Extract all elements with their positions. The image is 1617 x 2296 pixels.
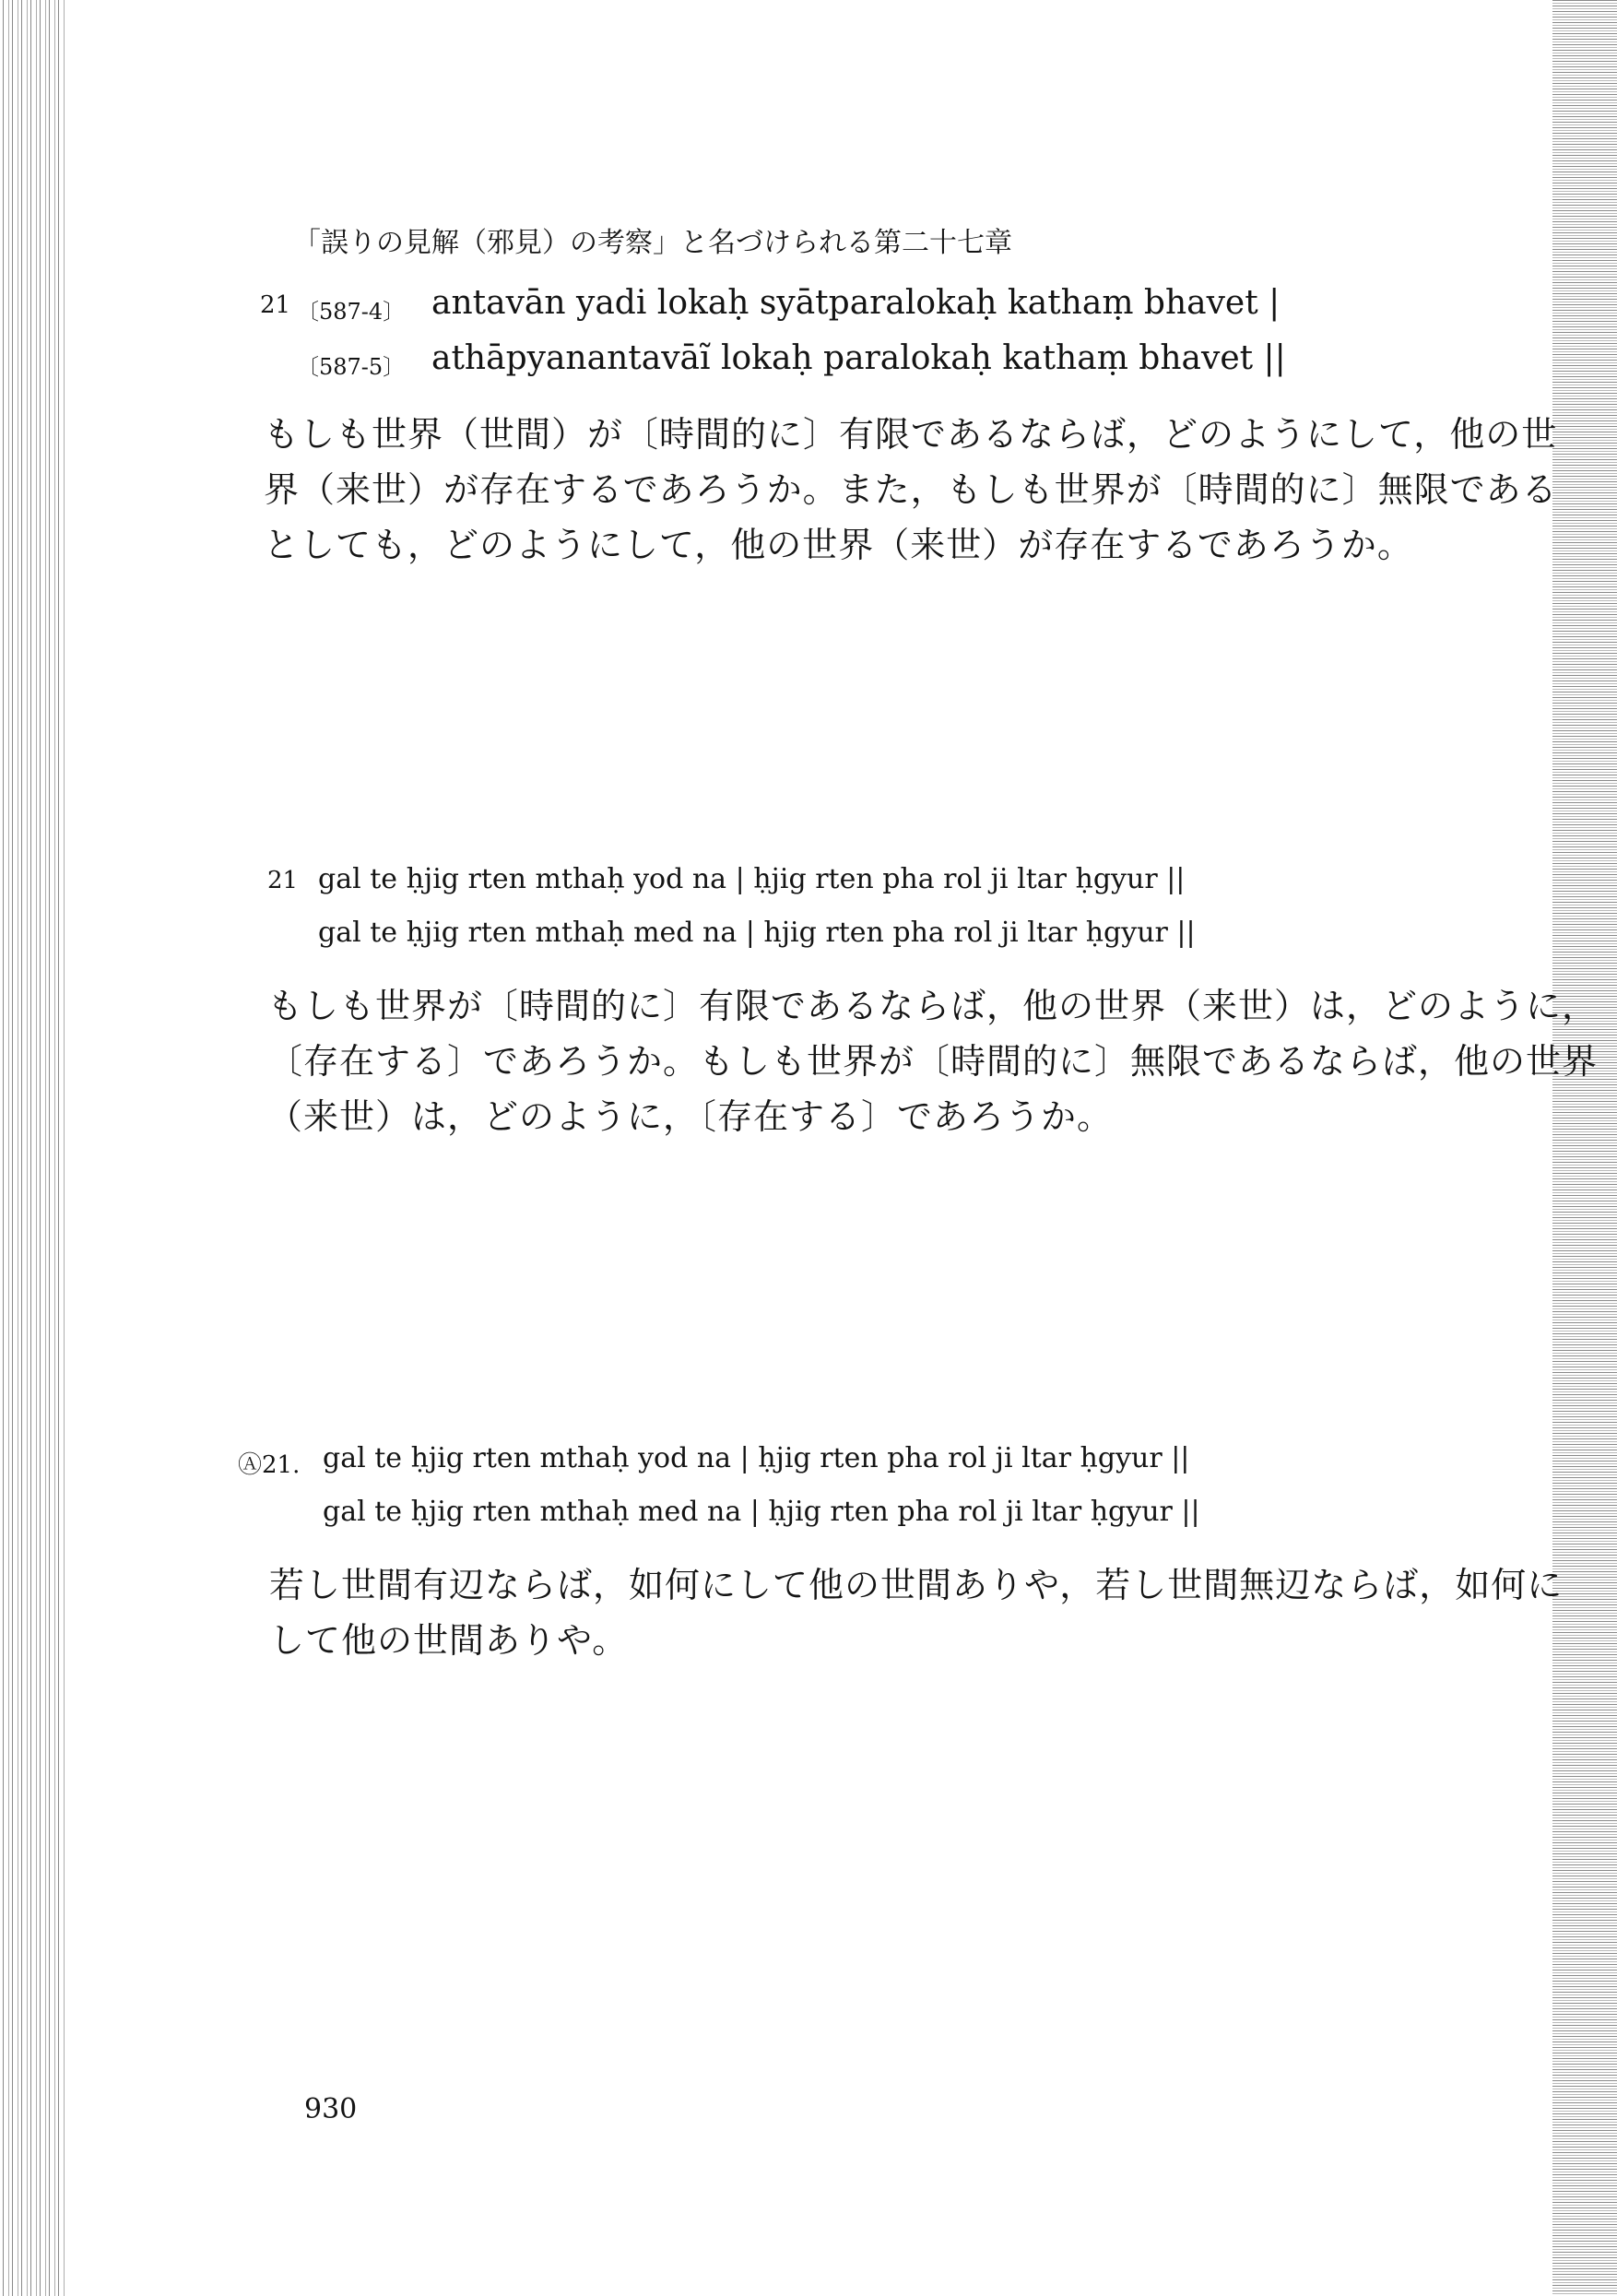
tibetan-line-1: gal te ḥjig rten mthaḥ yod na | ḥjig rten pha rol ji ltar ḥgyur || [318,863,1186,895]
sanskrit-ref-1: 〔587-4〕 [297,299,406,325]
tibetan-translation-line-3: （来世）は，どのように，〔存在する〕であろうか。 [267,1096,1114,1137]
sanskrit-ref-2: 〔587-5〕 [297,354,406,380]
sanskrit-line-1: antavān yadi lokaḥ syātparalokaḥ kathaṃ bhavet | [431,284,1281,322]
sanskrit-line-2: athāpyanantavāĩ lokaḥ paralokaḥ kathaṃ bhavet || [431,339,1286,377]
sanskrit-translation-line-1: もしも世界（世間）が〔時間的に〕有限であるならば，どのようにして，他の世 [264,414,1558,455]
sanskrit-verse-number: 21 [260,291,291,319]
scan-edge-right [1552,0,1617,2296]
chinese-verse-number: Ⓐ21. [238,1451,301,1479]
chinese-tibetan-line-1: gal te ḥjig rten mthaḥ yod na | ḥjig rten pha rol ji ltar ḥgyur || [323,1442,1190,1474]
chinese-translation-line-2: して他の世間ありや。 [269,1620,629,1661]
chapter-heading: 「誤りの見解（邪見）の考察」と名づけられる第二十七章 [293,227,1012,259]
chinese-translation-line-1: 若し世間有辺ならば，如何にして他の世間ありや，若し世間無辺ならば，如何に [269,1565,1564,1605]
sanskrit-translation-line-3: としても，どのようにして，他の世界（来世）が存在するであろうか。 [264,525,1413,565]
tibetan-translation-line-2: 〔存在する〕であろうか。もしも世界が〔時間的に〕無限であるならば，他の世界 [267,1041,1599,1082]
scan-edge-left [0,0,65,2296]
chinese-tibetan-line-2: gal te ḥjig rten mthaḥ med na | ḥjig rten pha rol ji ltar ḥgyur || [323,1496,1200,1528]
tibetan-translation-line-1: もしも世界が〔時間的に〕有限であるならば，他の世界（来世）は，どのように， [267,986,1599,1026]
sanskrit-translation-line-2: 界（来世）が存在するであろうか。また，もしも世界が〔時間的に〕無限である [264,469,1558,510]
page-number: 930 [304,2093,358,2125]
tibetan-verse-number: 21 [267,867,299,894]
tibetan-line-2: gal te ḥjig rten mthaḥ med na | hjig rten pha rol ji ltar ḥgyur || [318,917,1196,949]
